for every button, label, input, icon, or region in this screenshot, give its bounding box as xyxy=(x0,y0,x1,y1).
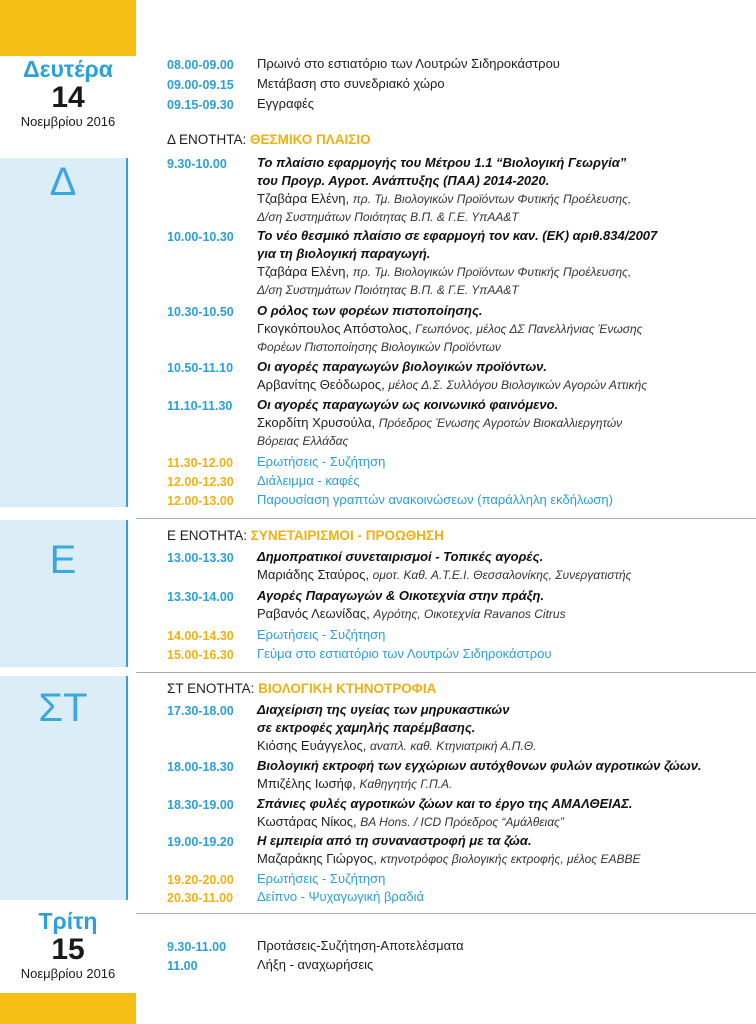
section-st-divider xyxy=(126,676,128,900)
speaker xyxy=(257,414,622,432)
schedule-time: 13.00-13.30 xyxy=(167,551,234,565)
section-title: ΣΥΝΕΤΑΙΡΙΣΜΟΙ - ΠΡΟΩΘΗΣΗ xyxy=(250,528,444,543)
schedule-text: Προτάσεις-Συζήτηση-Αποτελέσματα xyxy=(257,938,464,953)
speaker-name: Μαζαράκης Γιώργος, xyxy=(257,851,381,866)
speaker xyxy=(257,850,641,868)
section-prefix: Δ ΕΝΟΤΗΤΑ: xyxy=(167,132,251,147)
day-tuesday xyxy=(0,908,136,982)
talk-title: για τη βιολογική παραγωγή. xyxy=(257,246,431,261)
speaker-role: BA Hons. / ICD Πρόεδρος “Αμάλθειας” xyxy=(360,815,564,829)
schedule-text: Ερωτήσεις - Συζήτηση xyxy=(257,871,386,886)
section-e-letter: Ε xyxy=(49,538,77,582)
day-month: Νοεμβρίου 2016 xyxy=(20,966,116,981)
schedule-time: 10.30-10.50 xyxy=(167,305,234,319)
schedule-time: 12.00-12.30 xyxy=(167,475,234,489)
speaker-role: κτηνοτρόφος βιολογικής εκτροφής, μέλος ΕΑΒΒΕ xyxy=(380,852,641,866)
speaker xyxy=(257,263,631,281)
day-number: 14 xyxy=(51,81,85,114)
talk-title: του Προγρ. Αγροτ. Ανάπτυξης (ΠΑΑ) 2014-2020. xyxy=(257,173,550,188)
schedule-text: Μετάβαση στο συνεδριακό χώρο xyxy=(257,76,445,91)
speaker-name: Μπιζέλης Ιωσήφ, xyxy=(257,776,360,791)
speaker-name: Κωστάρας Νίκος, xyxy=(257,814,361,829)
speaker-role-line xyxy=(257,208,519,226)
schedule-text: Ερωτήσεις - Συζήτηση xyxy=(257,454,386,469)
section-d-letter: Δ xyxy=(49,160,77,204)
speaker-role: πρ. Τμ. Βιολογικών Προϊόντων Φυτικής Προέλευσης, xyxy=(352,192,632,206)
section-title: ΒΙΟΛΟΓΙΚΗ ΚΤΗΝΟΤΡΟΦΙΑ xyxy=(258,681,437,696)
schedule-time: 19.00-19.20 xyxy=(167,835,234,849)
section-title: ΘΕΣΜΙΚΟ ΠΛΑΙΣΙΟ xyxy=(250,132,371,147)
speaker-name: Τζαβάρα Ελένη, xyxy=(257,191,353,206)
schedule-time: 9.30-11.00 xyxy=(167,940,227,954)
talk-title: Αγορές Παραγωγών & Οικοτεχνία στην πράξη. xyxy=(257,588,545,603)
schedule-time: 12.00-13.00 xyxy=(167,494,234,508)
section-e-divider xyxy=(126,520,128,667)
speaker-role: Δ/ση Συστημάτων Ποιότητας Β.Π. & Γ.Ε. ΥπΑΑ&Τ xyxy=(257,283,519,297)
speaker xyxy=(257,605,566,623)
speaker-name: Ραβανός Λεωνίδας, xyxy=(257,606,374,621)
speaker-name: Σκορδίτη Χρυσούλα, xyxy=(257,415,379,430)
talk-title: σε εκτροφές χαμηλής παρέμβασης. xyxy=(257,720,476,735)
day-name: Δευτέρα xyxy=(23,56,113,82)
day-monday xyxy=(0,56,136,130)
talk-title: Οι αγορές παραγωγών ως κοινωνικό φαινόμενο. xyxy=(257,397,559,412)
schedule-time: 10.00-10.30 xyxy=(167,230,234,244)
schedule-time: 18.30-19.00 xyxy=(167,798,234,812)
speaker xyxy=(257,775,452,793)
schedule-text: Διάλειμμα - καφές xyxy=(257,473,360,488)
schedule-text: Παρουσίαση γραπτών ανακοινώσεων (παράλληλη εκδήλωση) xyxy=(257,492,613,507)
speaker-role: Βόρειας Ελλάδας xyxy=(257,434,349,448)
talk-title: Η εμπειρία από τη συναναστροφή με τα ζώα. xyxy=(257,833,532,848)
talk-title: Δημοπρατικοί συνεταιρισμοί - Τοπικές αγορές. xyxy=(257,549,544,564)
schedule-time: 09.15-09.30 xyxy=(167,98,234,112)
speaker-role: Φορέων Πιστοποίησης Βιολογικών Προϊόντων xyxy=(257,340,501,354)
speaker xyxy=(257,190,631,208)
day-number: 15 xyxy=(51,933,85,966)
speaker-role: αναπλ. καθ. Κτηνιατρική Α.Π.Θ. xyxy=(370,739,537,753)
top-accent-bar xyxy=(0,0,136,56)
section-d-sidebar xyxy=(0,158,126,507)
speaker-role: πρ. Τμ. Βιολογικών Προϊόντων Φυτικής Προέλευσης, xyxy=(352,265,632,279)
speaker-name: Μαριάδης Σταύρος, xyxy=(257,567,373,582)
schedule-time: 19.20-20.00 xyxy=(167,873,234,887)
speaker xyxy=(257,737,537,755)
speaker-role: μέλος Δ.Σ. Συλλόγου Βιολογικών Αγορών Αττικής xyxy=(388,378,648,392)
schedule-text: Γεύμα στο εστιατόριο των Λουτρών Σιδηροκάστρου xyxy=(257,646,552,661)
speaker-role: Πρόεδρος Ένωσης Αγροτών Βιοκαλλιεργητών xyxy=(378,416,623,430)
section-st-heading xyxy=(167,681,436,696)
speaker-name: Αρβανίτης Θεόδωρος, xyxy=(257,377,389,392)
schedule-time: 08.00-09.00 xyxy=(167,58,234,72)
section-d-divider xyxy=(126,158,128,507)
speaker-role: Γεωπόνος, μέλος ΔΣ Πανελλήνιας Ένωσης xyxy=(415,322,643,336)
talk-title: Το πλαίσιο εφαρμογής του Μέτρου 1.1 “Βιολογική Γεωργία” xyxy=(257,155,627,170)
schedule-time: 11.00 xyxy=(167,959,198,973)
schedule-text: Δείπνο - Ψυχαγωγική βραδιά xyxy=(257,889,424,904)
schedule-text: Λήξη - αναχωρήσεις xyxy=(257,957,374,972)
section-st-letter: ΣΤ xyxy=(38,686,88,730)
schedule-time: 15.00-16.30 xyxy=(167,648,234,662)
divider-st xyxy=(136,672,756,673)
talk-title: Διαχείριση της υγείας των μηρυκαστικών xyxy=(257,702,510,717)
speaker xyxy=(257,566,632,584)
speaker-role-line xyxy=(257,281,519,299)
schedule-time: 9.30-10.00 xyxy=(167,157,227,171)
day-month: Νοεμβρίου 2016 xyxy=(20,114,116,129)
schedule-time: 11.10-11.30 xyxy=(167,399,233,413)
talk-title: Το νέο θεσμικό πλαίσιο σε εφαρμογή τον καν. (ΕΚ) αριθ.834/2007 xyxy=(257,228,658,243)
schedule-time: 09.00-09.15 xyxy=(167,78,234,92)
talk-title: Ο ρόλος των φορέων πιστοποίησης. xyxy=(257,303,483,318)
speaker-name: Κιόσης Ευάγγελος, xyxy=(257,738,371,753)
speaker-role: Αγρότης, Οικοτεχνία Ravanos Citrus xyxy=(373,607,566,621)
talk-title: Σπάνιες φυλές αγροτικών ζώων και το έργο της ΑΜΑΛΘΕΙΑΣ. xyxy=(257,796,633,811)
speaker-role: ομοτ. Καθ. Α.Τ.Ε.Ι. Θεσσαλονίκης, Συνεργατιστής xyxy=(372,568,632,582)
schedule-time: 11.30-12.00 xyxy=(167,456,234,470)
schedule-time: 20.30-11.00 xyxy=(167,891,234,905)
speaker xyxy=(257,320,642,338)
section-e-heading xyxy=(167,528,444,543)
schedule-time: 18.00-18.30 xyxy=(167,760,234,774)
section-d-heading xyxy=(167,132,371,147)
divider-tuesday xyxy=(136,913,756,914)
speaker-name: Γκογκόπουλος Απόστολος, xyxy=(257,321,416,336)
schedule-time: 14.00-14.30 xyxy=(167,629,234,643)
schedule-text: Πρωινό στο εστιατόριο των Λουτρών Σιδηροκάστρου xyxy=(257,56,560,71)
schedule-time: 13.30-14.00 xyxy=(167,590,234,604)
speaker xyxy=(257,376,647,394)
divider-e xyxy=(136,518,756,519)
speaker-role-line xyxy=(257,338,501,356)
speaker-role: Δ/ση Συστημάτων Ποιότητας Β.Π. & Γ.Ε. ΥπΑΑ&Τ xyxy=(257,210,519,224)
schedule-text: Ερωτήσεις - Συζήτηση xyxy=(257,627,386,642)
talk-title: Οι αγορές παραγωγών βιολογικών προϊόντων. xyxy=(257,359,548,374)
speaker-name: Τζαβάρα Ελένη, xyxy=(257,264,353,279)
day-name: Τρίτη xyxy=(38,908,98,934)
talk-title: Βιολογική εκτροφή των εγχώριων αυτόχθονων φυλών αγροτικών ζώων. xyxy=(257,758,702,773)
section-prefix: Ε ΕΝΟΤΗΤΑ: xyxy=(167,528,251,543)
schedule-text: Εγγραφές xyxy=(257,96,315,111)
speaker xyxy=(257,813,564,831)
schedule-time: 10.50-11.10 xyxy=(167,361,234,375)
schedule-time: 17.30-18.00 xyxy=(167,704,234,718)
bottom-accent-bar xyxy=(0,993,136,1024)
section-prefix: ΣΤ ΕΝΟΤΗΤΑ: xyxy=(167,681,259,696)
speaker-role: Καθηγητής Γ.Π.Α. xyxy=(359,777,453,791)
speaker-role-line xyxy=(257,432,348,450)
